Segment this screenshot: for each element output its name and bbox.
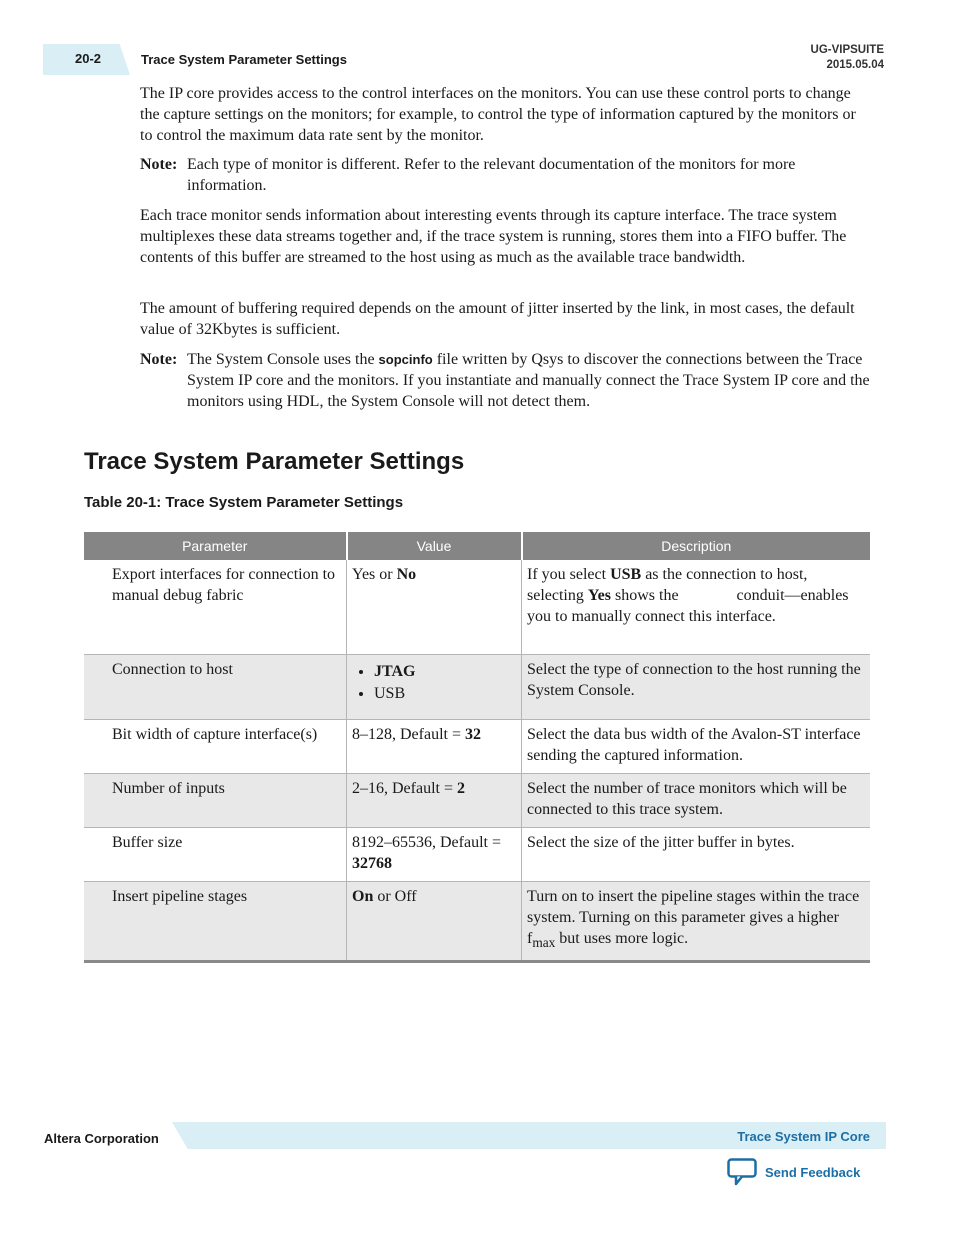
section-title: Trace System Parameter Settings [84,448,465,475]
value-list [352,661,516,705]
send-feedback-label: Send Feedback [765,1164,861,1180]
table-row [84,654,870,719]
desc-text: but uses more logic. [555,929,689,947]
param-cell: Number of inputs [84,773,347,827]
value-option: JTAG [374,662,416,680]
table-header-row [84,532,870,560]
value-cell [347,827,522,881]
table-row [84,719,870,773]
description-cell [522,881,871,961]
list-item [374,661,516,683]
paragraph: The amount of buffering required depends on the amount of jitter inserted by the link, in most cases, the default value of 32Kbytes is sufficient. [140,300,855,338]
note-2 [140,349,870,412]
note-text [187,349,870,412]
note-text-part: The System Console uses the [187,351,379,368]
paragraph: The IP core provides access to the control interfaces on the monitors. You can use these control ports to change the capture settings on the monitors; for example, to control the type of information captured by the monitors or to control the maximum data rate sent by the monitor. [140,85,856,144]
list-item [374,683,516,705]
column-header-parameter: Parameter [84,532,347,560]
description-cell: Select the number of trace monitors which will be connected to this trace system. [522,773,871,827]
value-default: No [396,566,417,583]
paragraph-block-2 [140,205,870,268]
column-header-description: Description [522,532,871,560]
document-id: UG-VIPSUITE [810,44,884,56]
note-label: Note: [140,351,178,368]
value-default: 32768 [352,854,392,872]
desc-text: conduit—enables you to manually connect this interface. [527,587,849,625]
note-1 [140,154,870,196]
value-text: Yes or [352,566,397,583]
desc-text: If you select [527,566,611,583]
paragraph: Each trace monitor sends information about interesting events through its capture interface. The trace system multiplexes these data streams together and, if the trace system is running, stores them into a FIFO buffer. The contents of this buffer are streamed to the host using as much as the available trace bandwidth. [140,207,847,266]
page-number: 20-2 [75,51,102,66]
param-cell: Buffer size [84,827,347,881]
note-text-part: file written by Qsys to discover the connections between the Trace System IP core and the monitors. If you instantiate and manually connect the Trace System IP core and the monitors using HDL, the System Console will not detect them. [187,351,870,410]
value-default: 2 [457,779,465,797]
value-cell [347,719,522,773]
value-text: 2–16, Default = [352,779,457,797]
footer-chapter-link[interactable]: Trace System IP Core [737,1129,870,1144]
table-row [84,827,870,881]
parameter-table [84,532,870,963]
send-feedback-link[interactable] [727,1158,860,1186]
param-cell: Connection to host [84,654,347,719]
desc-bold: USB [610,566,642,583]
description-cell: Select the size of the jitter buffer in bytes. [522,827,871,881]
description-cell: Select the type of connection to the host running the System Console. [522,654,871,719]
table-row [84,560,870,654]
desc-subscript: max [532,934,556,950]
value-cell [347,881,522,961]
value-cell [347,654,522,719]
param-cell: Export interfaces for connection to manual debug fabric [84,560,347,654]
description-cell: Select the data bus width of the Avalon-ST interface sending the captured information. [522,719,871,773]
table-row [84,881,870,961]
footer-corporation: Altera Corporation [44,1131,159,1146]
value-text: 8192–65536, Default = [352,833,501,851]
value-default: 32 [465,725,481,743]
desc-bold: Yes [587,587,611,604]
param-cell: Bit width of capture interface(s) [84,719,347,773]
description-cell [522,560,871,654]
note-text: Each type of monitor is different. Refer to the relevant documentation of the monitors for more information. [187,156,796,194]
document-date: 2015.05.04 [826,59,884,71]
column-header-value: Value [347,532,522,560]
value-default: On [352,887,374,905]
value-text: 8–128, Default = [352,725,465,743]
value-cell [347,560,522,654]
value-option: USB [374,684,406,702]
paragraph-block-3 [140,298,870,340]
code-filename: sopcinfo [378,352,433,367]
note-label: Note: [140,156,178,173]
value-cell [347,773,522,827]
desc-text: shows the [610,587,679,604]
table-row [84,773,870,827]
desc-text: as the connection to host, selecting [527,566,808,604]
speech-bubble-icon [727,1158,757,1186]
running-title: Trace System Parameter Settings [141,52,347,67]
table-caption: Table 20-1: Trace System Parameter Settings [84,494,404,511]
desc-text: Turn on to insert the pipeline stages within the trace system. Turning on this parameter gives a higher f [527,887,860,947]
document-id-block [811,43,884,73]
param-cell: Insert pipeline stages [84,881,347,961]
paragraph-block-1 [140,83,870,146]
value-text: or Off [373,887,417,905]
